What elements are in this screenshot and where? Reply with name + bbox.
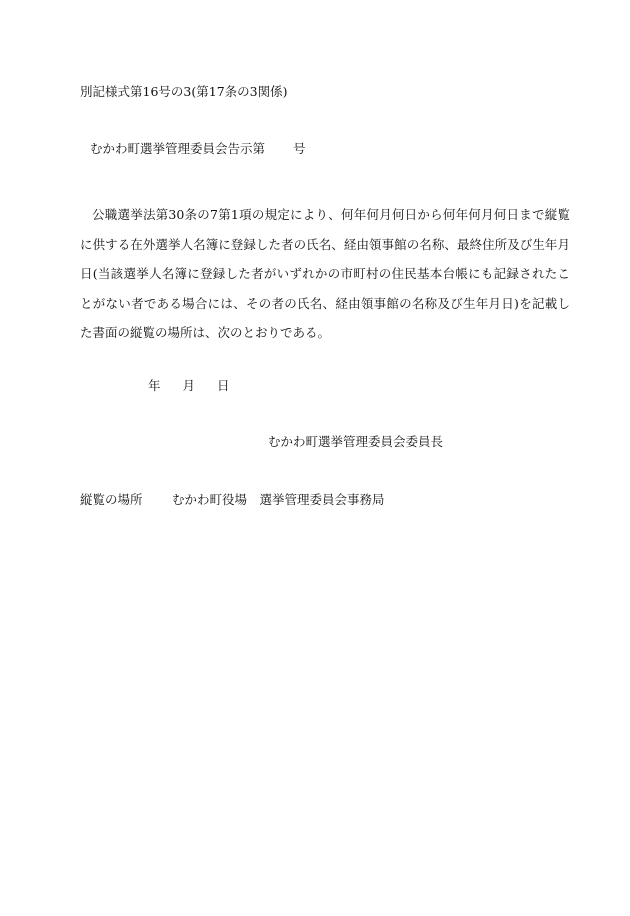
notice-title-text: むかわ町選挙管理委員会告示第 xyxy=(90,141,266,156)
date-day: 日 xyxy=(217,378,230,393)
notice-body: 公職選挙法第30条の7第1項の規定により、何年何月何日から何年何月何日まで縦覧に供する在外選挙人名簿に登録した者の氏名、経由領事館の名称、最終住所及び生年月日(当該選挙人名簿に登録した者がいずれかの市町村の住民基本台帳にも記録されたことがない者である場合には、その者の氏名、経由領事館の名称及び生年月日)を記載した書面の縦覧の場所は、次のとおりである。 xyxy=(80,207,570,340)
notice-title-suffix: 号 xyxy=(293,141,306,156)
date-year: 年 xyxy=(148,378,161,393)
form-number-label: 別記様式第16号の3(第17条の3関係) xyxy=(80,84,288,99)
chairperson-signature: むかわ町選挙管理委員会委員長 xyxy=(268,434,444,449)
inspection-place-row xyxy=(80,492,385,508)
inspection-place-value: むかわ町役場 選挙管理委員会事務局 xyxy=(172,492,385,507)
inspection-place-label: 縦覧の場所 xyxy=(80,492,143,507)
notice-title xyxy=(90,141,306,157)
date-month: 月 xyxy=(182,378,196,393)
date-line xyxy=(148,378,230,394)
